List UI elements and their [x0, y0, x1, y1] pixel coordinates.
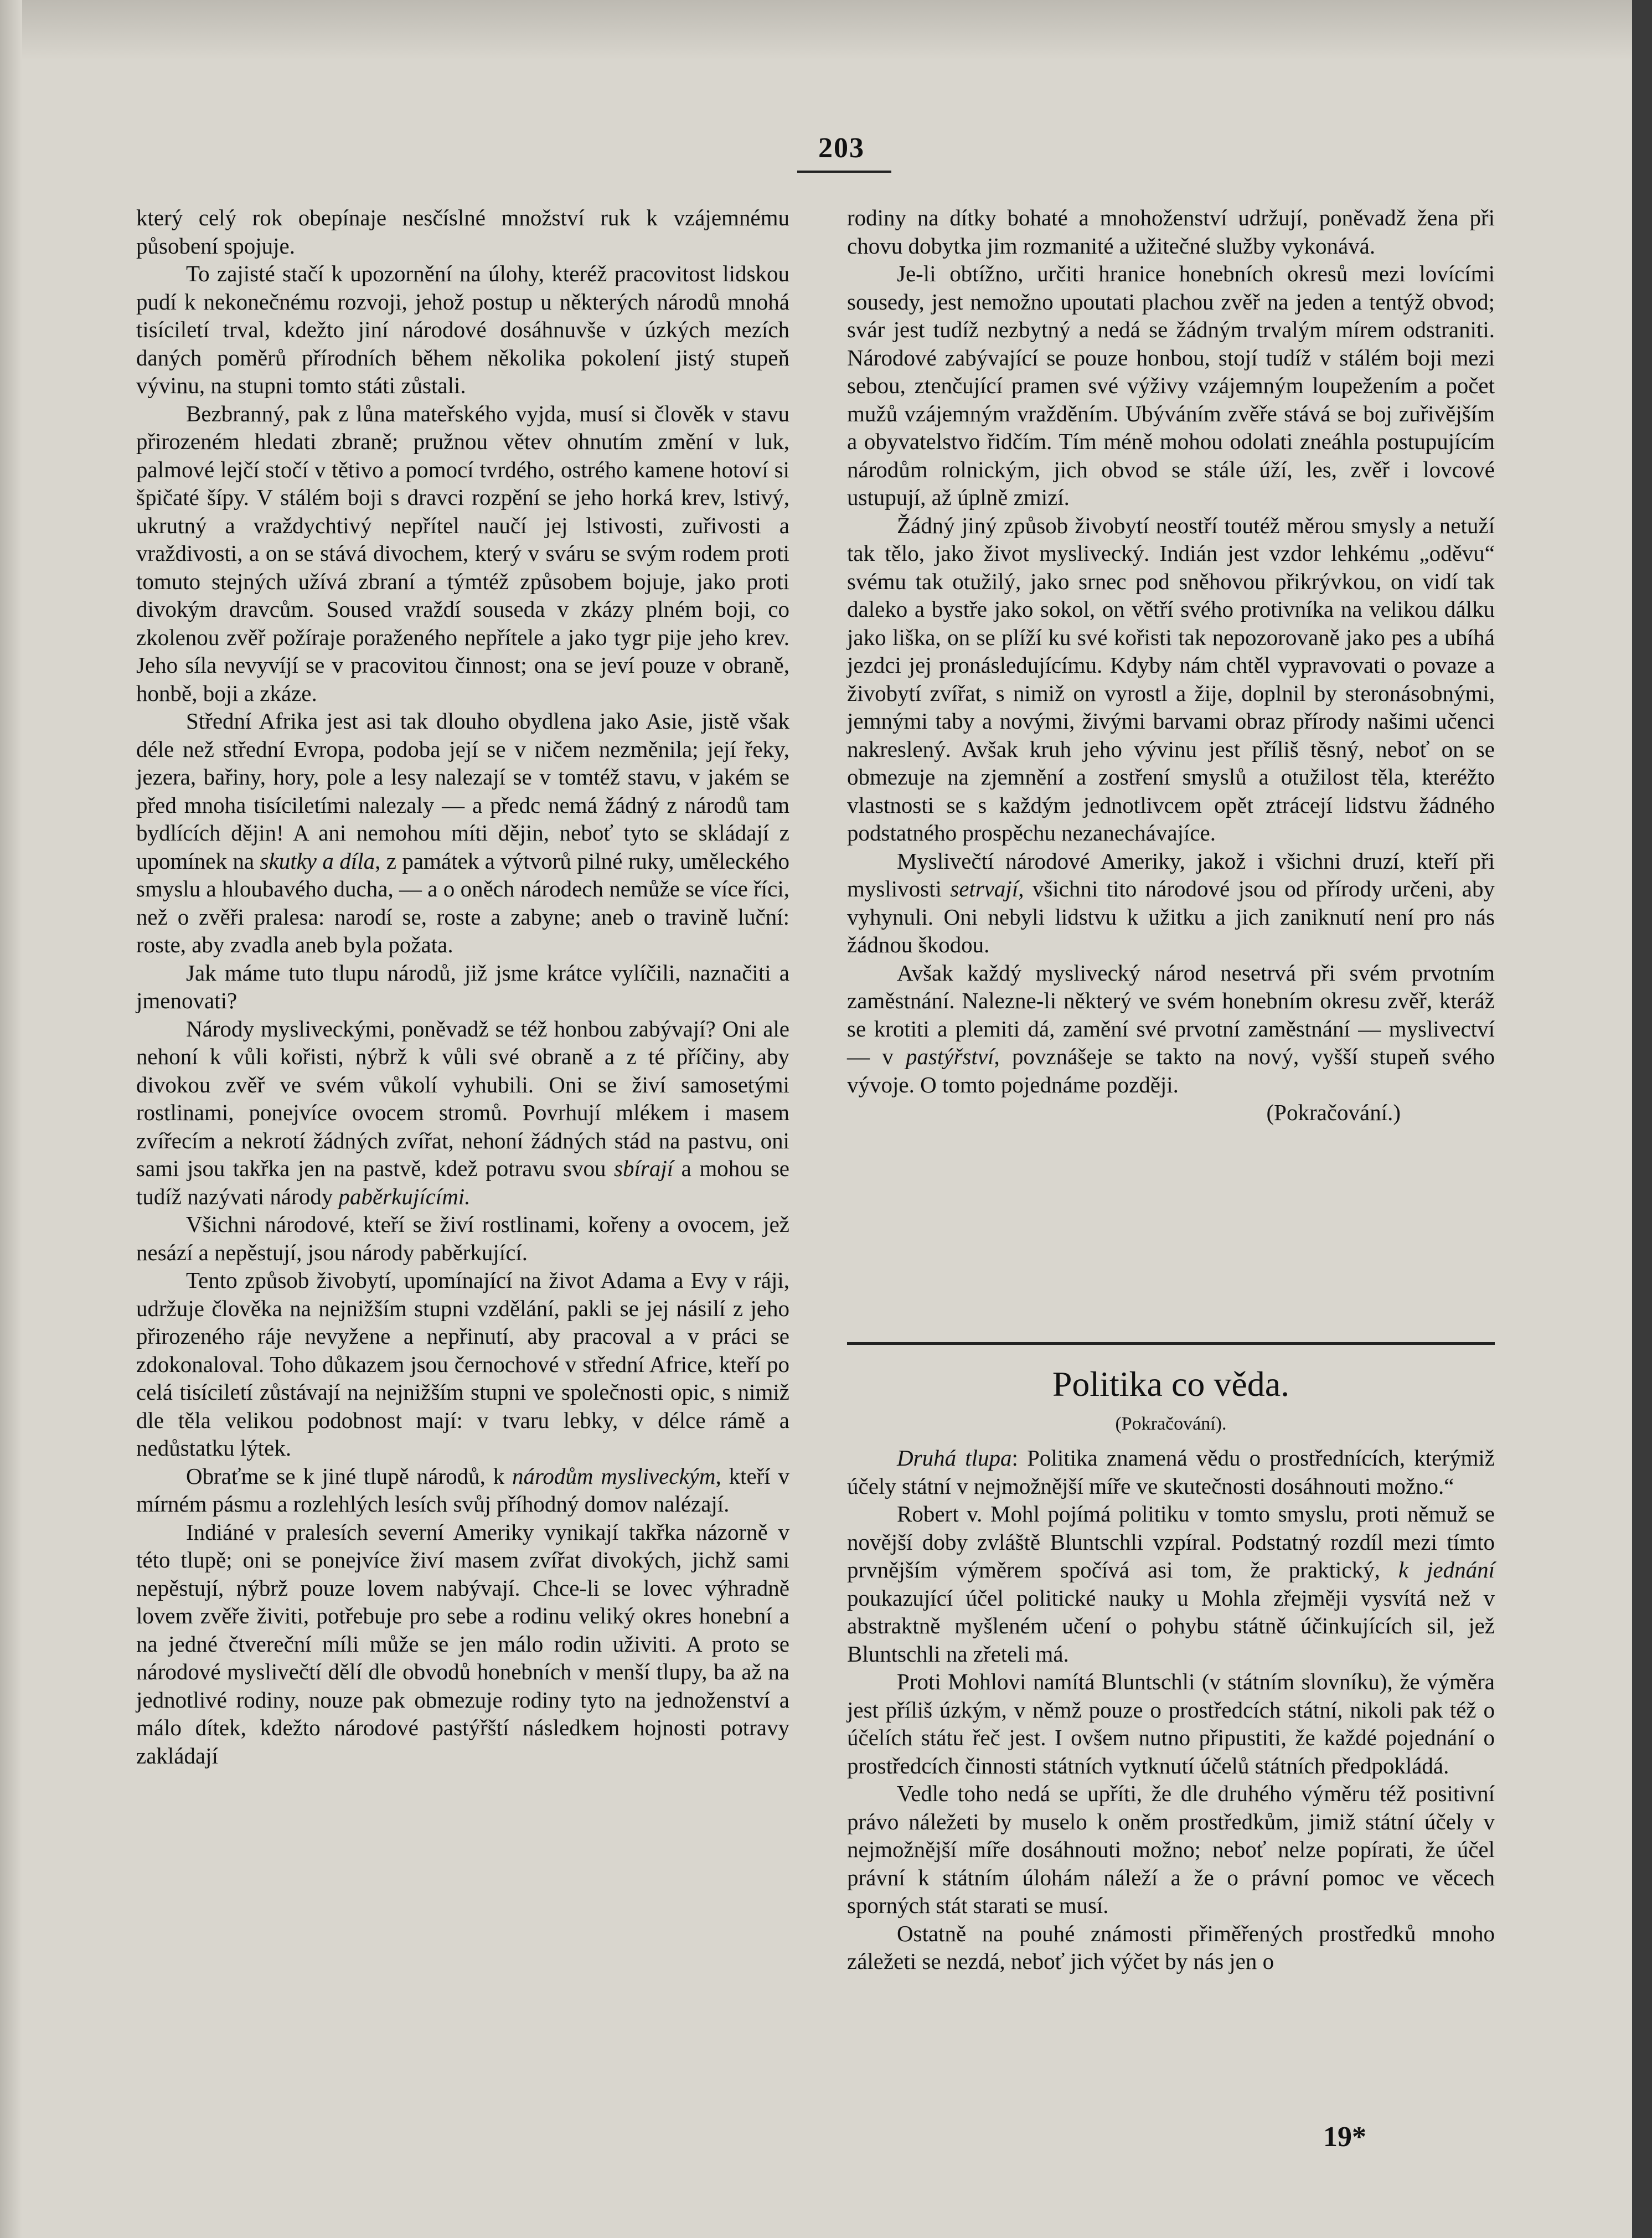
text-run: Jak máme tuto tlupu národů, již jsme krátce vylíčili, naznačiti a jmenovati? — [136, 960, 789, 1013]
paragraph — [847, 1668, 1495, 1780]
emphasis: paběrkujícími. — [338, 1183, 471, 1209]
emphasis: národům mysliveckým — [512, 1463, 716, 1489]
paragraph — [847, 1780, 1495, 1920]
text-run: Avšak každý myslivecký národ nesetrvá při svém prvotním zaměstnání. Nalezne-li některý ve svém honebním okresu zvěř, kteráž se krotiti a plemiti dá, zamění své prvotní zaměstnání — myslivectví — v — [847, 960, 1495, 1069]
emphasis: Druhá tlupa — [897, 1445, 1012, 1471]
paragraph — [847, 1920, 1495, 1976]
paragraph — [136, 959, 789, 1015]
text-run: Národy mysliveckými, poněvadž se též honbou zabývají? Oni ale nehoní k vůli kořisti, nýbrž k vůli své obraně a z té příčiny, aby divokou zvěř ve svém vůkolí vyhubili. Oni se živí samosetými rostlinami, ponejvíce ovocem stromů. Povrhují mlékem i masem zvířecím a nekrotí žádných zvířat, nehoní žádných stád na pastvu, oni sami jsou takřka jen na pastvě, kdež potravu svou — [136, 1015, 789, 1181]
text-run: , povznášeje se takto na nový, vyšší stupeň svého vývoje. O tomto pojednáme později. — [847, 1044, 1495, 1097]
signature-mark: 19* — [1323, 2121, 1366, 2153]
section-continued-note: (Pokračování). — [1115, 1414, 1227, 1434]
text-run: To zajisté stačí k upozornění na úlohy, kteréž pracovitost lidskou pudí k nekonečnému rozvoji, jehož postup u některých národů mnohá tisíciletí trval, kdežto jiní národové dosáhnuvše v úzkých mezích daných poměrů přírodních během několika pokolení jistý stupeň vývinu, na stupni tomto státi zůstali. — [136, 261, 789, 398]
text-run: který celý rok obepínaje nesčíslné množství ruk k vzájemnému působení spojuje. — [136, 205, 789, 259]
emphasis: setrvají — [950, 876, 1019, 901]
section-divider — [847, 1342, 1495, 1345]
emphasis: k jednání — [1398, 1557, 1495, 1582]
paragraph — [136, 1518, 789, 1770]
continued-note: (Pokračování.) — [1266, 1100, 1401, 1125]
text-run: Proti Mohlovi namítá Bluntschli (v státním slovníku), že výměra jest příliš úzkým, v němž pouze o prostředcích státní, nikoli pak též o účelích státu řeč jest. I ovšem nutno připustiti, že každé pojednání o prostředcích činnosti státních vytknutí účelů státních předpokládá. — [847, 1669, 1495, 1778]
paragraph — [136, 1015, 789, 1211]
text-run: , všichni tito národové jsou od přírody určeni, aby vyhynuli. Oni nebyli lidstvu k užitku a jich zaniknutí není pro nás žádnou škodou. — [847, 876, 1495, 957]
section-title: Politika co věda. — [1052, 1364, 1290, 1404]
left-column — [136, 204, 789, 2086]
text-run: : Politika znamená vědu o prostřednících, kterýmiž účely státní v nejmožnější míře ve skutečnosti dosáhnouti možno.“ — [847, 1445, 1495, 1499]
text-run: poukazující účel politické nauky u Mohla zřejměji vysvítá než v abstraktně myšleném učení o pohybu státně účinkujících sil, jež Bluntschli na zřeteli má. — [847, 1585, 1495, 1667]
paragraph — [136, 1266, 789, 1462]
paragraph — [847, 204, 1495, 260]
paragraph — [136, 400, 789, 708]
emphasis: sbírají — [614, 1156, 674, 1181]
emphasis: skutky a díla — [260, 848, 375, 874]
text-run: Vedle toho nedá se upříti, že dle druhého výměru též positivní právo náležeti by muselo k oněm prostředkům, jimiž státní účely v nejmožnější míře dosáhnouti možno; neboť nelze popírati, že účel právní k státním úlohám náleží a že o právní pomoc ve věcech sporných stát starati se musí. — [847, 1781, 1495, 1918]
text-run: Všichni národové, kteří se živí rostlinami, kořeny a ovocem, jež nesází a nepěstují, jsou národy paběrkující. — [136, 1211, 789, 1265]
paragraph — [847, 512, 1495, 847]
paragraph — [136, 260, 789, 400]
paragraph — [847, 1444, 1495, 1500]
paragraph — [136, 1462, 789, 1518]
text-run: a mohou se tudíž nazývati národy — [136, 1156, 789, 1209]
text-run: , kteří v mírném pásmu a rozlehlých lesích svůj příhodný domov nalézají. — [136, 1463, 789, 1517]
text-run: Je-li obtížno, určiti hranice honebních okresů mezi lovícími sousedy, jest nemožno upoutati plachou zvěř na jeden a tentýž obvod; svár jest tudíž nezbytný a nedá se žádným trvalým mírem odstraniti. Národové zabývající se pouze honbou, stojí tudíž v stálém boji mezi sebou, ztenčující pramen své výživy vzájemným loupežením a počet mužů vzájemným vražděním. Ubýváním zvěře stává se boj zuřivějším a obyvatelstvo řidčím. Tím méně mohou odolati zneáhla postupujícím národům rolnickým, jich obvod se stále úží, les, zvěř i lovcové ustupují, až úplně zmizí. — [847, 261, 1495, 510]
paragraph — [847, 1500, 1495, 1668]
paragraph — [847, 260, 1495, 512]
page-number-rule — [797, 171, 891, 173]
text-run: Myslivečtí národové Ameriky, jakož i všichni druzí, kteří při myslivosti — [847, 848, 1495, 901]
text-run: Ostatně na pouhé známosti přiměřených prostředků mnoho záležeti se nezdá, neboť jich výčet by nás jen o — [847, 1920, 1495, 1974]
scan-top-shadow — [0, 0, 1652, 61]
scan-right-border — [1632, 0, 1652, 2238]
scan-left-shadow — [0, 0, 22, 2238]
text-run: Bezbranný, pak z lůna mateřského vyjda, musí si člověk v stavu přirozeném hledati zbraně; pružnou větev ohnutím změní v luk, palmové lejčí stočí v tětivo a pomocí tvrdého, ostrého kamene hotoví si špičaté šípy. V stálém boji s dravci rozpění se jeho horká krev, lstivý, ukrutný a vraždychtivý nepřítel naučí jej lstivosti, zuřivosti a vraždivosti, a on se stává divochem, který v sváru se svým rodem proti tomuto stejných užívá zbraní a týmtéž způsobem bojuje, jako proti divokým dravcům. Soused vraždí souseda v zkázy plném boji, co zkolenou zvěř požíraje poraženého nepřítele a jako tygr pije jeho krev. Jeho síla nevyvíjí se v pracovitou činnost; ona se jeví pouze v obraně, honbě, boji a zkáze. — [136, 400, 789, 706]
text-run: rodiny na dítky bohaté a mnohoženství udržují, poněvadž žena při chovu dobytka jim rozmanité a užitečné služby vykonává. — [847, 205, 1495, 259]
section-body — [847, 1444, 1495, 1976]
emphasis: pastýřství — [906, 1044, 994, 1069]
text-run: Střední Afrika jest asi tak dlouho obydlena jako Asie, jistě však déle než střední Evropa, podoba její se v ničem nezměnila; její řeky, jezera, bařiny, hory, pole a lesy nalezají se v tomtéž stavu, v jakém se před mnoha tisíciletími nalezaly — a předc nemá žádný z národů tam bydlících dějin! A ani nemohou míti dějin, neboť tyto se skládají z upomínek na — [136, 708, 789, 874]
right-column — [847, 204, 1495, 1328]
text-run: Indiáné v pralesích severní Ameriky vynikají takřka názorně v této tlupě; oni se ponejvíce živí masem zvířat divokých, jichž sami nepěstují, nýbrž pouze lovem nabývají. Chce-li se lovec výhradně lovem zvěře živiti, potřebuje pro sebe a rodinu veliký okres honební a na jedné čtvereční míli může se jen málo rodin uživiti. A proto se národové myslivečtí dělí dle obvodů honebních v menší tlupy, ba až na jednotlivé rodiny, nouze pak obmezuje rodiny tyto na jednoženství a málo dítek, kdežto národové pastýřští následkem hojnosti potravy zakládají — [136, 1519, 789, 1768]
paragraph — [136, 204, 789, 260]
text-run: Žádný jiný způsob živobytí neostří toutéž měrou smysly a netuží tak tělo, jako život myslivecký. Indián jest vzdor lehkému „oděvu“ svému tak otužilý, jako srnec pod sněhovou přikrývkou, on vidí tak daleko a bystře jako sokol, on větří svého protivníka na velikou dálku jako liška, on se plíží ku své kořisti tak nepozorovaně jako pes a ubíhá jezdci jej pronásledujícímu. Kdyby nám chtěl vypravovati o povaze a živobytí zvířat, s nimiž on vyrostl a žije, doplnil by steronásobnými, jemnými taby a novými, živými barvami obraz přírody našimi učenci nakreslený. Avšak kruh jeho vývinu jest příliš těsný, neboť on se obmezuje na zjemnění a zostření smyslů a otužilost těla, kteréžto vlastnosti se s každým jednotlivcem opět ztrácejí lidstvu žádného podstatného prospěchu nezanechávajíce. — [847, 512, 1495, 845]
paragraph — [847, 959, 1495, 1099]
paragraph — [136, 707, 789, 959]
text-run: Tento způsob živobytí, upomínající na život Adama a Evy v ráji, udržuje člověka na nejnižším stupni vzdělání, pakli se jej násilí z jeho přirozeného ráje nevyžene a nepřinutí, aby pracoval a v práci se zdokonaloval. Toho důkazem jsou černochové v střední Africe, kteří po celá tisíciletí zůstávají na nejnižším stupni ve společnosti opic, s nimiž dle těla velikou podobnost mají: v tvaru lebky, v délce rámě a nedůstatku lýtek. — [136, 1267, 789, 1461]
text-run: Obraťme se k jiné tlupě národů, k — [186, 1463, 512, 1489]
page-number: 203 — [818, 132, 865, 164]
paragraph — [847, 847, 1495, 959]
paragraph — [136, 1210, 789, 1266]
text-run: Robert v. Mohl pojímá politiku v tomto smyslu, proti němuž se novější doby zvláště Bluntschli vzpíral. Podstatný rozdíl mezi tímto prvnějším výměrem spočívá asi tom, že praktický, — [847, 1501, 1495, 1582]
text-run: , z památek a výtvorů pilné ruky, uměleckého smyslu a hloubavého ducha, — a o oněch národech nemůže se více říci, než o zvěři pralesa: narodí se, roste a zabyne; aneb o travině luční: roste, aby zvadla aneb byla požata. — [136, 848, 790, 957]
